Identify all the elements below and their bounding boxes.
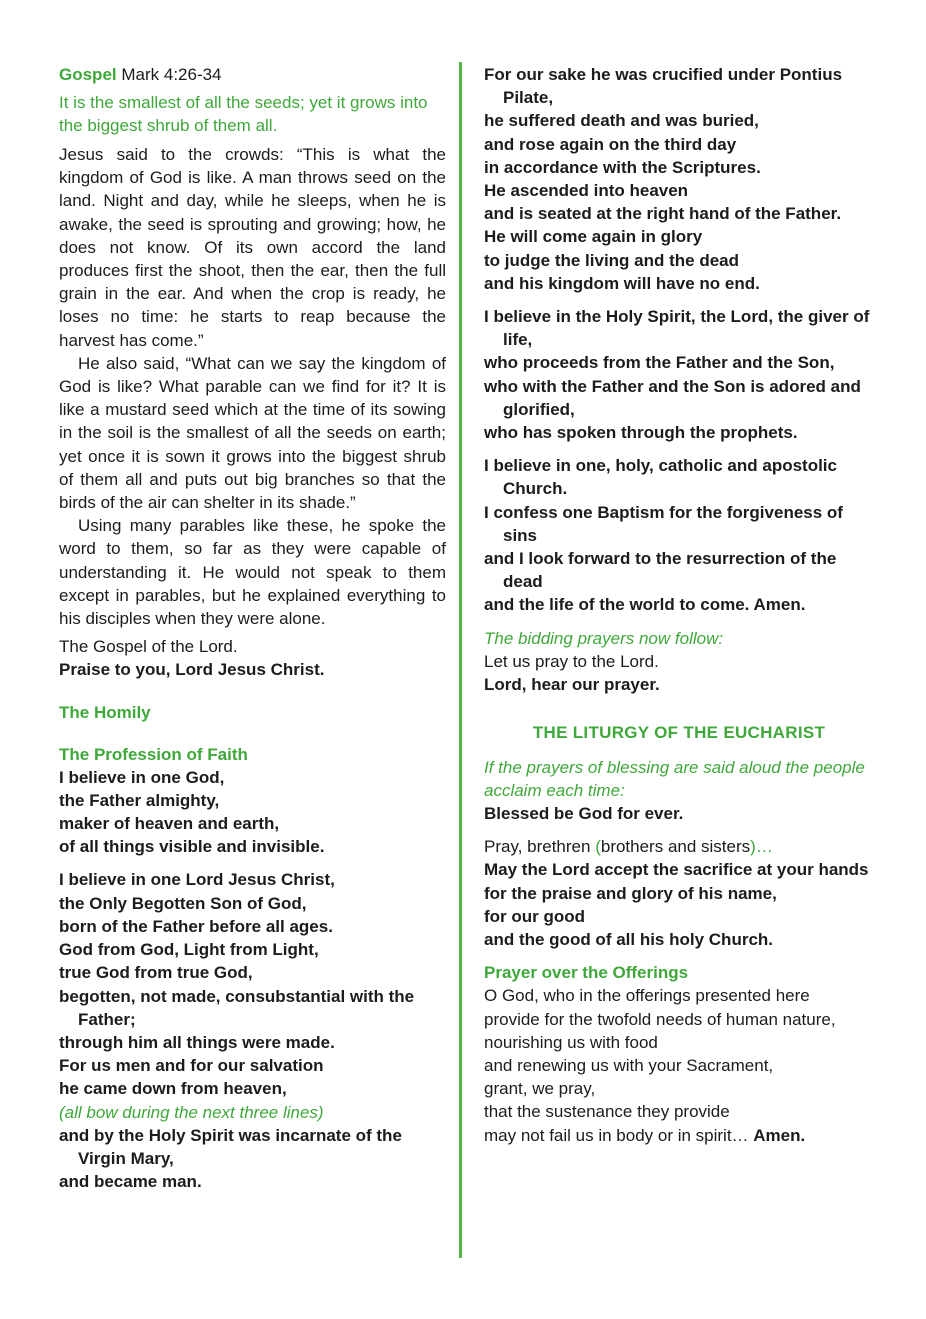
creed-line: For us men and for our salvation [59, 1056, 324, 1076]
creed-line: who with the Father and the Son is adored and glorified, [484, 376, 861, 419]
right-column [484, 63, 874, 1147]
prayer-line: nourishing us with food [484, 1032, 658, 1052]
creed-line: I confess one Baptism for the forgiveness of sins [484, 502, 843, 545]
creed-line: in accordance with the Scriptures. [484, 157, 761, 177]
creed-line: he suffered death and was buried, [484, 111, 759, 131]
creed-line: and by the Holy Spirit was incarnate of the Virgin Mary, [59, 1125, 402, 1168]
bidding-response: Lord, hear our prayer. [484, 674, 660, 694]
left-column [59, 63, 446, 1193]
creed-stanza-1 [59, 766, 446, 859]
creed-line: who has spoken through the prophets. [484, 423, 798, 443]
creed-line: and his kingdom will have no end. [484, 273, 760, 293]
orate-response [484, 858, 874, 951]
creed-line: He ascended into heaven [484, 181, 689, 201]
creed-line: born of the Father before all ages. [59, 916, 333, 936]
bidding-call: Let us pray to the Lord. [484, 651, 659, 671]
gospel-reference: Mark 4:26-34 [121, 65, 222, 84]
creed-line: true God from true God, [59, 963, 253, 983]
orate-alternative: brothers and sisters [600, 837, 751, 857]
orate-fratres [484, 835, 874, 858]
creed-line: begotten, not made, consubstantial with the Father; [59, 986, 415, 1029]
prayer-amen: Amen. [753, 1125, 806, 1145]
response-line: for the praise and glory of his name, [484, 883, 777, 903]
creed-line: I believe in one God, [59, 767, 225, 787]
creed-line: who proceeds from the Father and the Son, [484, 353, 835, 373]
creed-line: I believe in one, holy, catholic and apostolic Church. [484, 456, 837, 499]
eucharist-heading: THE LITURGY OF THE EUCHARIST [532, 723, 826, 743]
creed-line: and I look forward to the resurrection of the dead [484, 549, 837, 592]
creed-line: the Father almighty, [59, 790, 220, 810]
gospel-paragraph: Jesus said to the crowds: “This is what the kingdom of God is like. A man throws seed on the land. Night and day, while he sleeps, when he is awake, the seed is sprouting and growing; how, he does not know. Of its own accord the land produces first the shoot, then the ear, then the full grain in the ear. And when the crop is ready, he loses no time: he starts to reap because the harvest has come.” [59, 145, 446, 350]
offerings-prayer [484, 984, 874, 1146]
prayer-line: and renewing us with your Sacrament, [484, 1055, 774, 1075]
creed-stanza-4 [484, 63, 874, 295]
response-line: May the Lord accept the sacrifice at your hands [484, 860, 869, 880]
creed-stanza-3 [59, 1124, 446, 1194]
creed-line: he came down from heaven, [59, 1079, 287, 1099]
bow-rubric: (all bow during the next three lines) [59, 1102, 324, 1122]
bidding-rubric: The bidding prayers now follow: [484, 628, 724, 648]
orate-text: Pray, brethren [484, 837, 596, 857]
creed-line: I believe in one Lord Jesus Christ, [59, 870, 335, 890]
gospel-paragraph: He also said, “What can we say the kingdom of God is like? What parable can we find for it? It is like a mustard seed which at the time of its sowing in the soil is the smallest of all the seeds on earth; yet once it is sown it grows into the biggest shrub of them all and puts out big branches so that the birds of the air can shelter in its shade.” [59, 353, 446, 513]
gospel-response: Praise to you, Lord Jesus Christ. [59, 660, 325, 680]
response-line: for our good [484, 906, 586, 926]
creed-line: maker of heaven and earth, [59, 814, 280, 834]
creed-stanza-2 [59, 868, 446, 1100]
column-divider [459, 62, 462, 1258]
creed-line: to judge the living and the dead [484, 250, 740, 270]
creed-line: and rose again on the third day [484, 134, 737, 154]
orate-paren-close: )… [750, 837, 773, 857]
gospel-text [59, 143, 446, 630]
offerings-heading: Prayer over the Offerings [484, 963, 689, 983]
prayer-line [484, 1124, 874, 1147]
creed-line: I believe in the Holy Spirit, the Lord, the giver of life, [484, 307, 870, 350]
blessing-rubric: If the prayers of blessing are said aloud the people acclaim each time: [484, 758, 865, 801]
homily-heading: The Homily [59, 702, 151, 722]
creed-stanza-6 [484, 454, 874, 616]
creed-line: For our sake he was crucified under Pontius Pilate, [484, 65, 843, 108]
gospel-label: Gospel [59, 65, 117, 84]
creed-heading: The Profession of Faith [59, 744, 248, 764]
orate-paren-open: ( [595, 837, 601, 857]
prayer-last-line: may not fail us in body or in spirit… [484, 1125, 754, 1145]
creed-line: the Only Begotten Son of God, [59, 893, 307, 913]
gospel-closing: The Gospel of the Lord. [59, 637, 238, 657]
creed-line: and the life of the world to come. Amen. [484, 595, 806, 615]
prayer-line: grant, we pray, [484, 1079, 596, 1099]
creed-line: He will come again in glory [484, 227, 703, 247]
response-line: and the good of all his holy Church. [484, 930, 773, 950]
creed-line: and is seated at the right hand of the Father. [484, 204, 842, 224]
creed-line: through him all things were made. [59, 1032, 335, 1052]
creed-stanza-5 [484, 305, 874, 444]
prayer-line: provide for the twofold needs of human nature, [484, 1009, 836, 1029]
blessing-acclamation: Blessed be God for ever. [484, 804, 684, 824]
creed-line: God from God, Light from Light, [59, 940, 319, 960]
gospel-antiphon: It is the smallest of all the seeds; yet it grows into the biggest shrub of them all. [59, 93, 428, 135]
creed-line: and became man. [59, 1171, 202, 1191]
gospel-heading [59, 63, 446, 86]
prayer-line: that the sustenance they provide [484, 1102, 730, 1122]
prayer-line: O God, who in the offerings presented here [484, 986, 810, 1006]
gospel-paragraph: Using many parables like these, he spoke the word to them, so far as they were capable of understanding it. He would not speak to them except in parables, but he explained everything to his disciples when they were alone. [59, 516, 446, 629]
creed-line: of all things visible and invisible. [59, 837, 325, 857]
